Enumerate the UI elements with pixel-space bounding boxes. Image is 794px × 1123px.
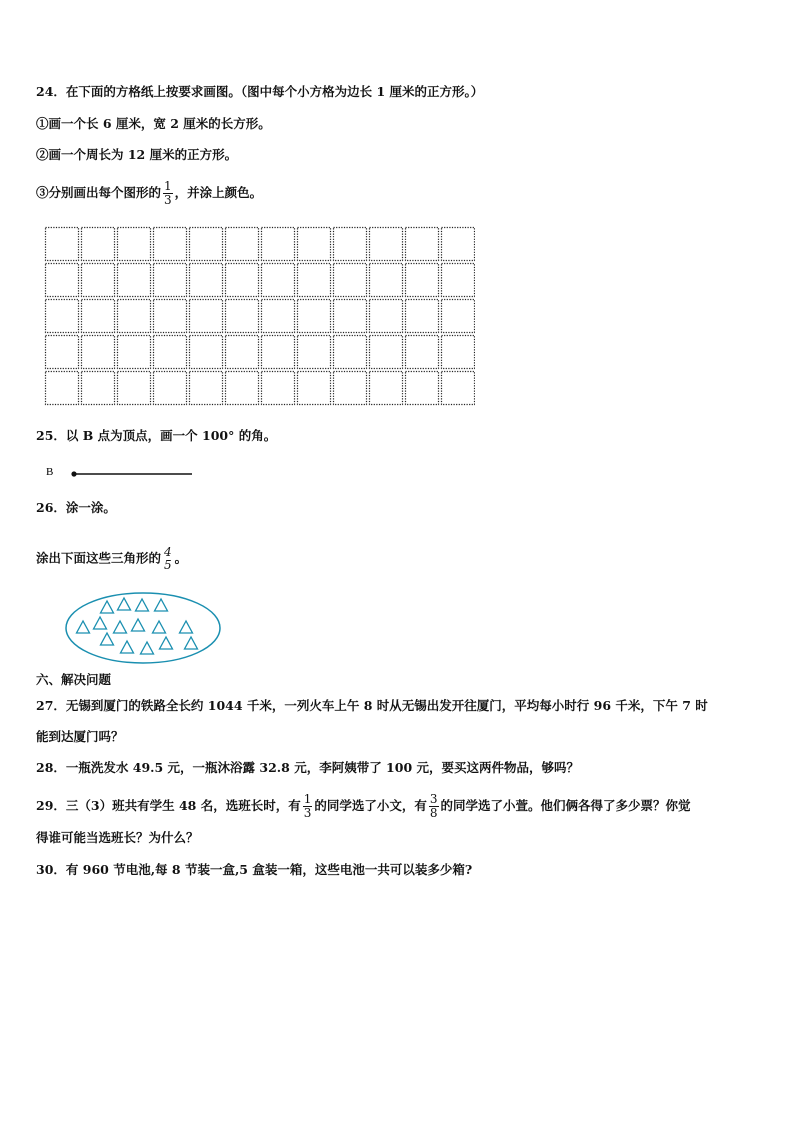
grid-cell[interactable] [154,228,187,261]
grid-cell[interactable] [370,300,403,333]
grid-cell[interactable] [262,264,295,297]
triangle-shape[interactable] [185,637,198,649]
grid-cell[interactable] [46,336,79,369]
grid-cell[interactable] [190,228,223,261]
fraction-denominator: 5 [164,558,172,572]
triangle-shape[interactable] [141,642,154,654]
triangle-shape[interactable] [180,621,193,633]
grid-cell[interactable] [442,228,475,261]
triangle-shape[interactable] [136,599,149,611]
grid-cell[interactable] [118,372,151,405]
q26-title: 26．涂一涂。 [36,500,116,515]
grid-cell[interactable] [406,228,439,261]
grid-cell[interactable] [370,264,403,297]
grid-cell[interactable] [334,372,367,405]
fraction-denominator: 3 [303,806,312,820]
grid-cell[interactable] [262,228,295,261]
grid-cell[interactable] [154,336,187,369]
grid-cell[interactable] [406,336,439,369]
fraction-numerator: 1 [303,792,312,806]
section-6-title: 六、解决问题 [36,672,112,687]
grid-cell[interactable] [82,228,115,261]
grid-cell[interactable] [406,300,439,333]
q24-item-3-text-before: ③分别画出每个图形的 [36,185,162,200]
q29-line-1 [36,793,691,820]
grid-cell[interactable] [442,336,475,369]
q27-line-1: 27．无锡到厦门的铁路全长约 1044 千米，一列火车上午 8 时从无锡出发开往厦门，平均每小时行 96 千米，下午 7 时 [36,698,708,713]
grid-cell[interactable] [262,372,295,405]
fraction-numerator: 4 [164,545,172,559]
fraction-numerator: 1 [164,179,172,193]
grid-cell[interactable] [406,372,439,405]
grid-cell[interactable] [190,264,223,297]
grid-cell[interactable] [226,264,259,297]
triangle-shape[interactable] [101,601,114,613]
angle-ray-diagram [36,458,206,488]
grid-cell[interactable] [226,300,259,333]
q29-text-part-3: 的同学选了小萱。他们俩各得了多少票？你觉 [440,798,691,813]
triangle-shape[interactable] [94,617,107,629]
triangle-oval-figure [64,590,224,668]
grid-cell[interactable] [406,264,439,297]
grid-cell[interactable] [46,300,79,333]
triangle-shape[interactable] [77,621,90,633]
q24-item-1: ①画一个长 6 厘米，宽 2 厘米的长方形。 [36,116,271,131]
grid-cell[interactable] [118,264,151,297]
q26-fraction [163,546,173,572]
grid-cell[interactable] [46,372,79,405]
grid-cell[interactable] [154,264,187,297]
grid-cell[interactable] [334,300,367,333]
grid-cell[interactable] [442,264,475,297]
q29-text-part-1: 29．三（3）班共有学生 48 名，选班长时，有 [36,798,301,813]
grid-paper[interactable] [43,225,475,407]
grid-cell[interactable] [82,372,115,405]
grid-cell[interactable] [442,300,475,333]
grid-cell[interactable] [118,336,151,369]
grid-cell[interactable] [442,372,475,405]
grid-cell[interactable] [298,300,331,333]
q29-fraction-2 [429,793,439,820]
grid-cell[interactable] [262,336,295,369]
grid-cell[interactable] [82,264,115,297]
q26-text-before: 涂出下面这些三角形的 [36,550,162,566]
grid-cell[interactable] [226,228,259,261]
grid-cell[interactable] [334,264,367,297]
q25-title: 25．以 B 点为顶点，画一个 100° 的角。 [36,428,277,443]
grid-cell[interactable] [82,336,115,369]
triangle-shape[interactable] [101,633,114,645]
triangle-shape[interactable] [114,621,127,633]
grid-cell[interactable] [226,372,259,405]
triangle-shape[interactable] [155,599,168,611]
q26-instruction [36,546,187,572]
grid-cell[interactable] [190,372,223,405]
fraction-denominator: 8 [429,806,438,820]
grid-cell[interactable] [370,336,403,369]
grid-cell[interactable] [190,300,223,333]
grid-cell[interactable] [46,228,79,261]
grid-cell[interactable] [262,300,295,333]
triangle-shape[interactable] [118,598,131,610]
q24-item-2: ②画一个周长为 12 厘米的正方形。 [36,147,238,162]
triangle-shape[interactable] [132,619,145,631]
grid-cell[interactable] [298,264,331,297]
fraction-numerator: 3 [429,792,438,806]
triangle-shape[interactable] [121,641,134,653]
grid-cell[interactable] [370,372,403,405]
grid-cell[interactable] [46,264,79,297]
q24-item-3-text-after: ，并涂上颜色。 [174,185,263,200]
grid-cell[interactable] [370,228,403,261]
q26-text-after: 。 [174,550,188,566]
grid-cell[interactable] [154,300,187,333]
grid-cell[interactable] [82,300,115,333]
grid-cell[interactable] [298,228,331,261]
q27-line-2: 能到达厦门吗？ [36,729,124,744]
grid-cell[interactable] [190,336,223,369]
grid-cell[interactable] [298,336,331,369]
triangle-shape[interactable] [153,621,166,633]
q29-line-2: 得谁可能当选班长？为什么？ [36,830,199,845]
q29-text-part-2: 的同学选了小文，有 [314,798,427,813]
q28-text: 28．一瓶洗发水 49.5 元，一瓶沐浴露 32.8 元，李阿姨带了 100 元，要买这两件物品，够吗？ [36,760,579,775]
q29-fraction-1 [303,793,313,820]
fraction-denominator: 3 [164,193,172,207]
grid-cell[interactable] [298,372,331,405]
grid-cell[interactable] [154,372,187,405]
q24-title: 24．在下面的方格纸上按要求画图。（图中每个小方格为边长 1 厘米的正方形。） [36,84,484,99]
q30-text: 30．有 960 节电池,每 8 节装一盒,5 盒装一箱，这些电池一共可以装多少箱? [36,862,473,877]
grid-cell[interactable] [226,336,259,369]
triangle-shape[interactable] [160,637,173,649]
grid-cell[interactable] [334,228,367,261]
grid-cell[interactable] [118,300,151,333]
grid-cell[interactable] [334,336,367,369]
point-b-label: B [46,466,54,478]
q24-item-3-fraction [163,180,173,207]
grid-cell[interactable] [118,228,151,261]
q24-item-3 [36,180,262,207]
